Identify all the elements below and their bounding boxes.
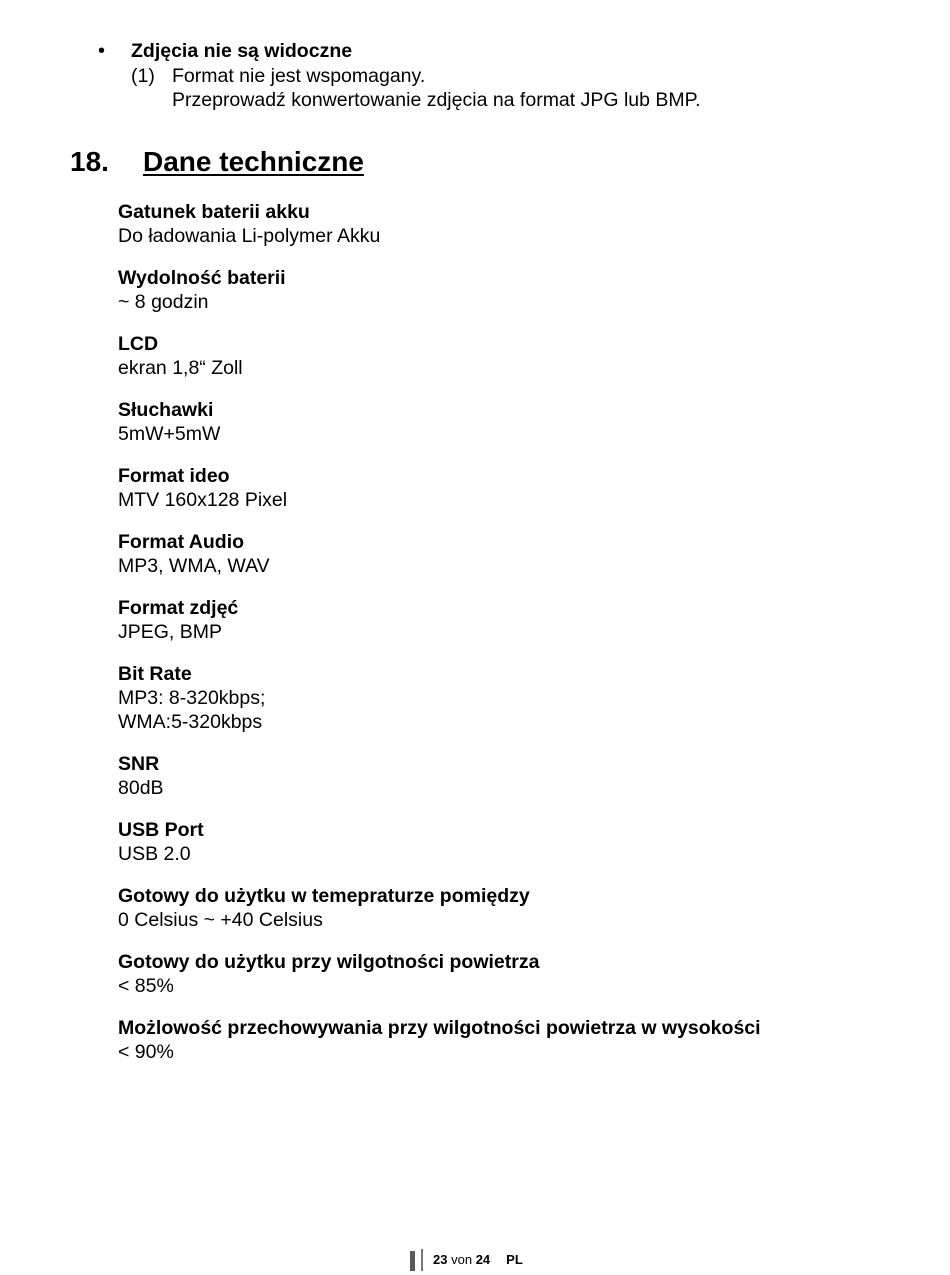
- spec-item: [118, 662, 898, 734]
- troubleshooting-title: Zdjęcia nie są widoczne: [131, 40, 353, 62]
- spec-value: MP3, WMA, WAV: [118, 555, 270, 577]
- spec-item: [118, 884, 898, 932]
- spec-item: [118, 332, 898, 380]
- section-title: Dane techniczne: [143, 146, 364, 177]
- spec-label: Format ideo: [118, 465, 230, 487]
- spec-item: [118, 464, 898, 512]
- spec-value: MP3: 8-320kbps;: [118, 687, 266, 709]
- spec-label: Słuchawki: [118, 399, 214, 421]
- spec-label: LCD: [118, 333, 159, 355]
- troubleshooting-cause: [131, 64, 898, 88]
- page-total: 24: [475, 1251, 491, 1267]
- spec-item: [118, 1016, 898, 1064]
- spec-item: [118, 200, 898, 248]
- footer-bar-thin: [421, 1249, 423, 1271]
- page-separator: von: [451, 1251, 473, 1267]
- spec-item: [118, 950, 898, 998]
- spec-label: Format Audio: [118, 531, 245, 553]
- spec-label: Bit Rate: [118, 663, 192, 685]
- footer-bar-icon: [410, 1247, 423, 1271]
- language-code: PL: [506, 1251, 523, 1267]
- spec-value: ~ 8 godzin: [118, 291, 209, 313]
- footer-bar-thick: [410, 1251, 415, 1271]
- spec-value: USB 2.0: [118, 843, 191, 865]
- spec-label: Wydolność baterii: [118, 267, 286, 289]
- cause-text: Format nie jest wspomagany.: [172, 65, 426, 87]
- bullet-icon: •: [98, 40, 106, 62]
- spec-label: Gotowy do użytku w temepraturze pomiędzy: [118, 885, 530, 907]
- spec-value: ekran 1,8“ Zoll: [118, 357, 243, 379]
- spec-item: [118, 818, 898, 866]
- spec-value: 5mW+5mW: [118, 423, 221, 445]
- spec-label: Format zdjęć: [118, 597, 239, 619]
- spec-value: WMA:5-320kbps: [118, 711, 263, 733]
- spec-value: MTV 160x128 Pixel: [118, 489, 288, 511]
- spec-item: [118, 266, 898, 314]
- spec-item: [118, 398, 898, 446]
- spec-label: Możlowość przechowywania przy wilgotności powietrza w wysokości: [118, 1017, 761, 1039]
- spec-value: JPEG, BMP: [118, 621, 223, 643]
- spec-item: [118, 596, 898, 644]
- spec-label: SNR: [118, 753, 160, 775]
- spec-item: [118, 530, 898, 578]
- spec-label: Gatunek baterii akku: [118, 201, 310, 223]
- page-footer: [410, 1247, 523, 1271]
- spec-value: < 85%: [118, 975, 174, 997]
- page-number: [433, 1252, 490, 1267]
- page-current: 23: [433, 1251, 448, 1267]
- spec-value: 80dB: [118, 777, 164, 799]
- spec-label: USB Port: [118, 819, 204, 841]
- spec-label: Gotowy do użytku przy wilgotności powietrza: [118, 951, 540, 973]
- spec-value: 0 Celsius ~ +40 Celsius: [118, 909, 323, 931]
- troubleshooting-item: [98, 38, 898, 112]
- cause-number: (1): [131, 65, 155, 87]
- spec-value: < 90%: [118, 1041, 174, 1063]
- spec-item: [118, 752, 898, 800]
- section-heading: [70, 146, 364, 178]
- bullet-row: [98, 38, 898, 64]
- spec-list: [118, 200, 898, 1082]
- section-number: 18.: [70, 146, 109, 177]
- solution-text: Przeprowadź konwertowanie zdjęcia na format JPG lub BMP.: [172, 89, 701, 111]
- spec-value: Do ładowania Li-polymer Akku: [118, 225, 381, 247]
